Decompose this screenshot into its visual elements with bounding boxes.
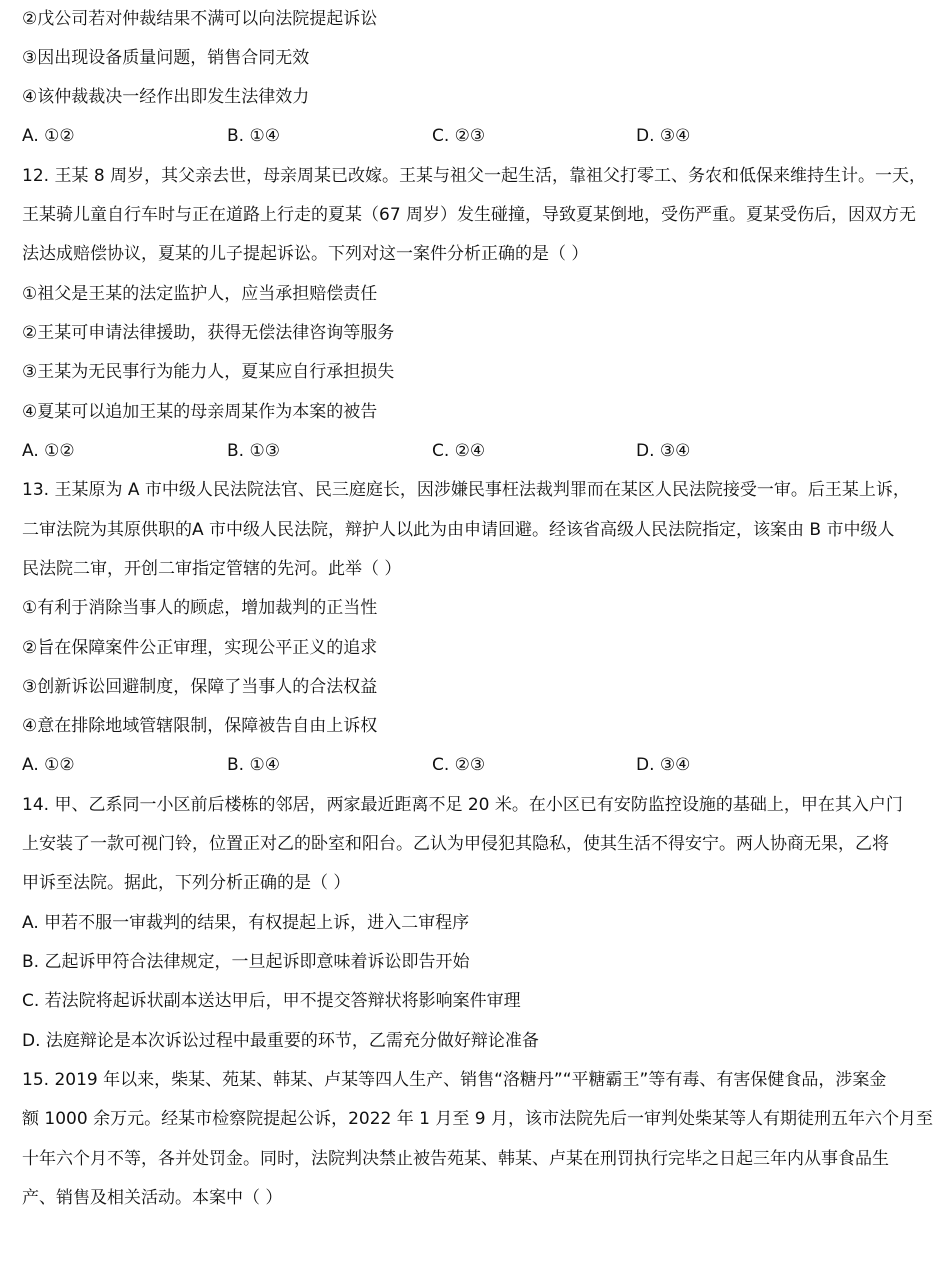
q13-statement-4: ④意在排除地域管辖限制，保障被告自由上诉权 bbox=[22, 716, 378, 736]
q11-option-a: A. ①② bbox=[22, 126, 75, 146]
q14-stem-line: 上安装了一款可视门铃，位置正对乙的卧室和阳台。乙认为甲侵犯其隐私，使其生活不得安宁。两人协商无果，乙将 bbox=[22, 834, 889, 854]
q11-option-b: B. ①④ bbox=[227, 126, 280, 146]
q11-statement-4: ④该仲裁裁决一经作出即发生法律效力 bbox=[22, 87, 310, 107]
q12-option-c: C. ②④ bbox=[432, 441, 486, 461]
q11-option-d: D. ③④ bbox=[636, 126, 691, 146]
q13-statement-1: ①有利于消除当事人的顾虑，增加裁判的正当性 bbox=[22, 598, 378, 618]
q15-stem-line: 产、销售及相关活动。本案中（ ） bbox=[22, 1188, 283, 1208]
q12-statement-4: ④夏某可以追加王某的母亲周某作为本案的被告 bbox=[22, 402, 378, 422]
q14-choice-a: A. 甲若不服一审裁判的结果，有权提起上诉，进入二审程序 bbox=[22, 913, 470, 933]
q12-stem-line: 法达成赔偿协议，夏某的儿子提起诉讼。下列对这一案件分析正确的是（ ） bbox=[22, 244, 589, 264]
q13-stem-line: 二审法院为其原供职的A 市中级人民法院，辩护人以此为由申请回避。经该省高级人民法院指定，该案由 B 市中级人 bbox=[22, 520, 895, 540]
q12-statement-3: ③王某为无民事行为能力人，夏某应自行承担损失 bbox=[22, 362, 395, 382]
q13-stem-line: 民法院二审，开创二审指定管辖的先河。此举（ ） bbox=[22, 559, 402, 579]
q12-stem-line: 12. 王某 8 周岁，其父亲去世，母亲周某已改嫁。王某与祖父一起生活，靠祖父打零工、务农和低保来维持生计。一天， bbox=[22, 166, 927, 186]
q14-choice-d: D. 法庭辩论是本次诉讼过程中最重要的环节，乙需充分做好辩论准备 bbox=[22, 1031, 539, 1051]
q13-option-d: D. ③④ bbox=[636, 755, 691, 775]
q13-statement-3: ③创新诉讼回避制度，保障了当事人的合法权益 bbox=[22, 677, 378, 697]
q11-option-c: C. ②③ bbox=[432, 126, 486, 146]
q12-option-a: A. ①② bbox=[22, 441, 75, 461]
q15-stem-line: 额 1000 余万元。经某市检察院提起公诉，2022 年 1 月至 9 月，该市法院先后一审判处柴某等人有期徒刑五年六个月至 bbox=[22, 1109, 933, 1129]
q14-stem-line: 甲诉至法院。据此，下列分析正确的是（ ） bbox=[22, 873, 351, 893]
q14-choice-b: B. 乙起诉甲符合法律规定，一旦起诉即意味着诉讼即告开始 bbox=[22, 952, 470, 972]
q13-statement-2: ②旨在保障案件公正审理，实现公平正义的追求 bbox=[22, 638, 378, 658]
q11-statement-2: ②戊公司若对仲裁结果不满可以向法院提起诉讼 bbox=[22, 9, 378, 29]
q13-option-b: B. ①④ bbox=[227, 755, 280, 775]
q12-stem-line: 王某骑儿童自行车时与正在道路上行走的夏某（67 周岁）发生碰撞，导致夏某倒地，受伤严重。夏某受伤后，因双方无 bbox=[22, 205, 917, 225]
q11-statement-3: ③因出现设备质量问题，销售合同无效 bbox=[22, 48, 310, 68]
q12-option-b: B. ①③ bbox=[227, 441, 280, 461]
q13-option-a: A. ①② bbox=[22, 755, 75, 775]
q15-stem-line: 15. 2019 年以来，柴某、苑某、韩某、卢某等四人生产、销售“洛糖丹”“平糖霸王”等有毒、有害保健食品，涉案金 bbox=[22, 1070, 887, 1090]
q15-stem-line: 十年六个月不等，各并处罚金。同时，法院判决禁止被告苑某、韩某、卢某在刑罚执行完毕之日起三年内从事食品生 bbox=[22, 1149, 889, 1169]
q13-stem-line: 13. 王某原为 A 市中级人民法院法官、民三庭庭长，因涉嫌民事枉法裁判罪而在某区人民法院接受一审。后王某上诉， bbox=[22, 480, 910, 500]
q13-option-c: C. ②③ bbox=[432, 755, 486, 775]
q12-statement-2: ②王某可申请法律援助，获得无偿法律咨询等服务 bbox=[22, 323, 395, 343]
q12-option-d: D. ③④ bbox=[636, 441, 691, 461]
q12-statement-1: ①祖父是王某的法定监护人，应当承担赔偿责任 bbox=[22, 284, 378, 304]
q14-choice-c: C. 若法院将起诉状副本送达甲后，甲不提交答辩状将影响案件审理 bbox=[22, 991, 521, 1011]
q14-stem-line: 14. 甲、乙系同一小区前后楼栋的邻居，两家最近距离不足 20 米。在小区已有安防监控设施的基础上，甲在其入户门 bbox=[22, 795, 903, 815]
